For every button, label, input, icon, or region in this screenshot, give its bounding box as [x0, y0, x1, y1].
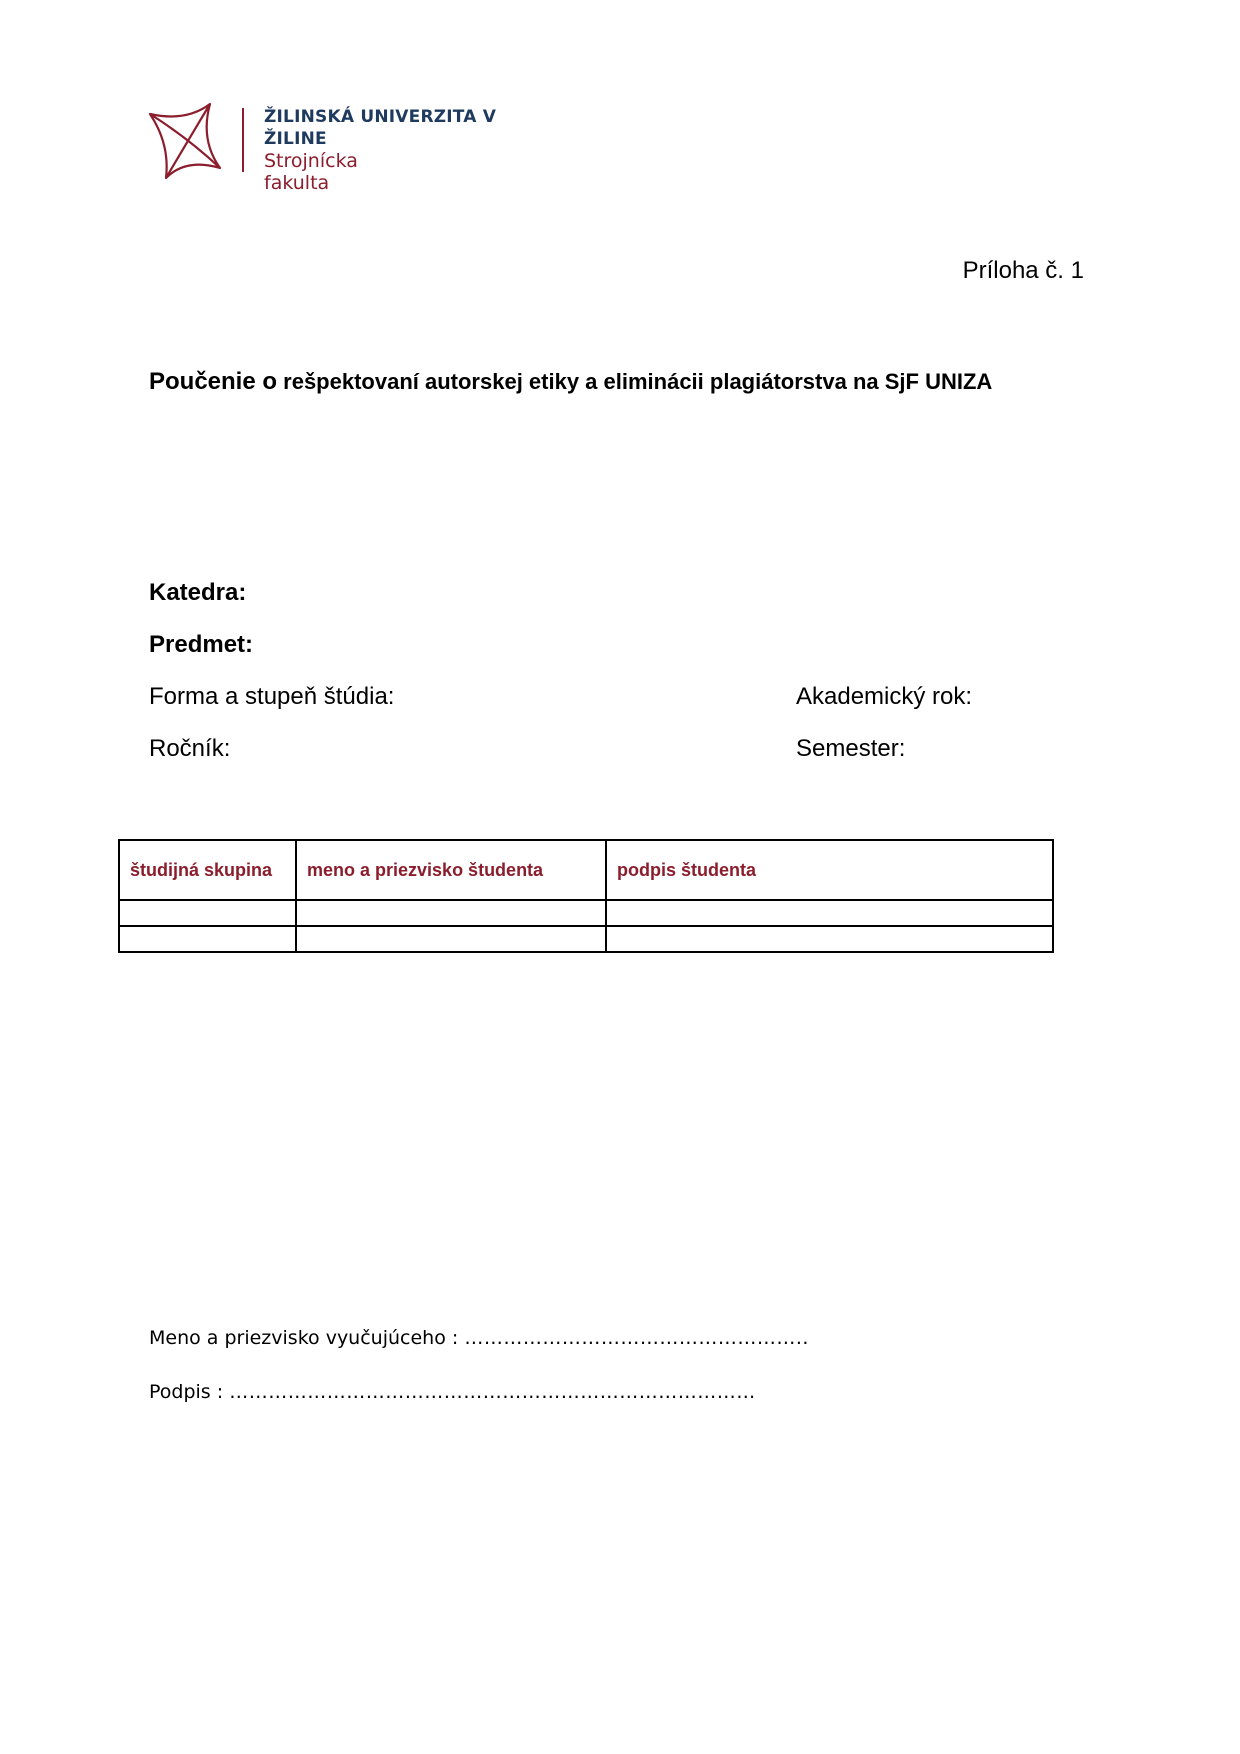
table-cell[interactable] [119, 926, 296, 952]
signature-label: Podpis : [149, 1381, 230, 1403]
title-lead: Poučenie o [149, 368, 278, 395]
teacher-name-field[interactable]: …………………………………………….. [464, 1327, 809, 1349]
table-row [119, 900, 1053, 926]
academic-year-label: Akademický rok: [796, 683, 973, 710]
table-cell[interactable] [606, 900, 1053, 926]
table-cell[interactable] [296, 926, 606, 952]
faculty-name-line-2: fakulta [264, 172, 330, 194]
document-title [149, 368, 992, 396]
teacher-name-line [149, 1327, 809, 1349]
logo-divider [242, 108, 244, 172]
subject-label: Predmet: [149, 631, 254, 658]
table-cell[interactable] [606, 926, 1053, 952]
title-rest: rešpektovaní autorskej etiky a eliminácii plagiátorstva na SjF UNIZA [277, 369, 993, 394]
department-label: Katedra: [149, 579, 247, 606]
table-row [119, 926, 1053, 952]
faculty-logo [146, 100, 546, 194]
logo-text [264, 106, 546, 194]
table-cell[interactable] [119, 900, 296, 926]
column-header-study-group: študijná skupina [119, 840, 296, 900]
study-form-label: Forma a stupeň štúdia: [149, 683, 395, 710]
annex-label: Príloha č. 1 [962, 257, 1084, 284]
column-header-student-name: meno a priezvisko študenta [296, 840, 606, 900]
teacher-name-label: Meno a priezvisko vyučujúceho : [149, 1327, 465, 1349]
university-name: ŽILINSKÁ UNIVERZITA V ŽILINE [264, 107, 497, 149]
semester-label: Semester: [796, 735, 906, 762]
student-table [118, 839, 1054, 953]
university-logo-icon [146, 100, 226, 180]
signature-field[interactable]: ……………………………………………………………………… [229, 1381, 756, 1403]
faculty-name-line-1: Strojnícka [264, 150, 358, 172]
table-cell[interactable] [296, 900, 606, 926]
signature-line [149, 1381, 756, 1403]
year-of-study-label: Ročník: [149, 735, 231, 762]
table-header-row [119, 840, 1053, 900]
column-header-student-signature: podpis študenta [606, 840, 1053, 900]
